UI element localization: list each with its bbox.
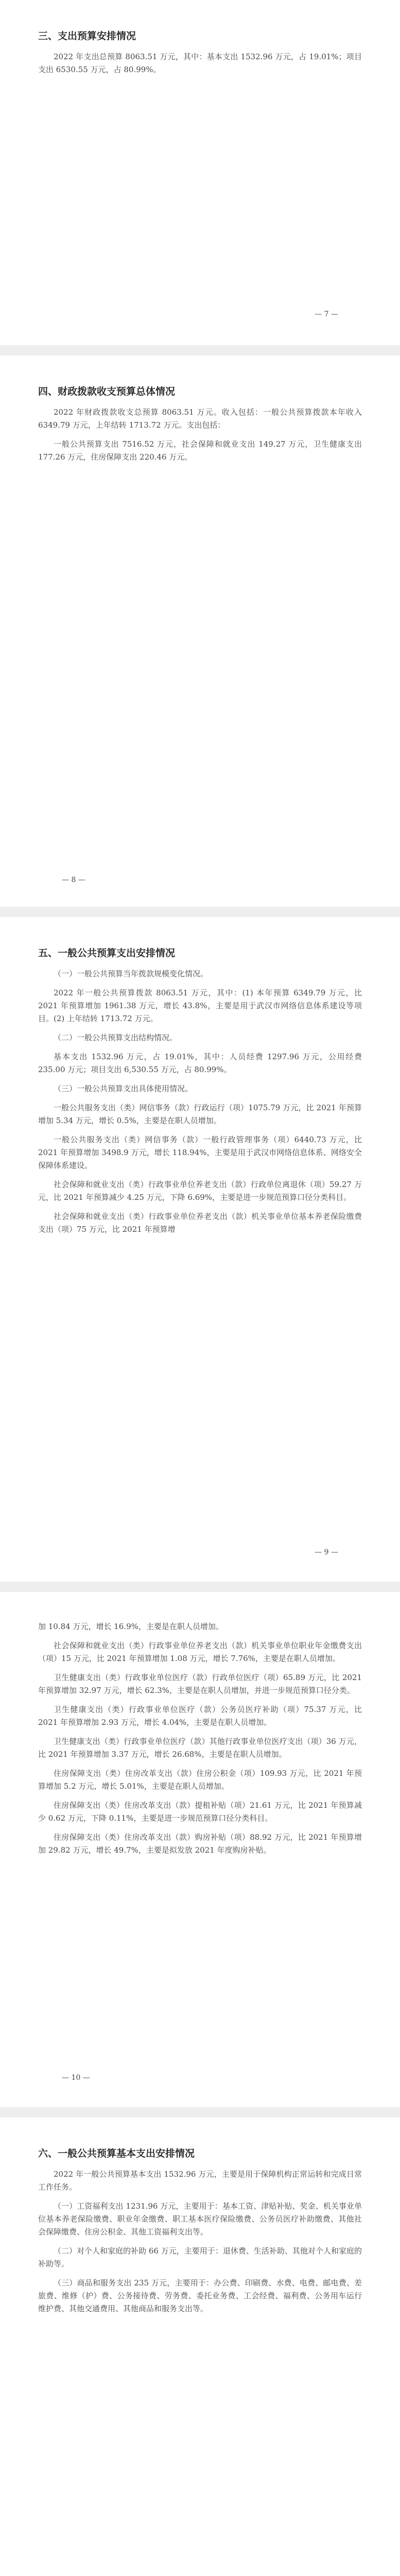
page-number: — 9 — bbox=[315, 1548, 338, 1556]
paragraph: 卫生健康支出（类）行政事业单位医疗（款）公务员医疗补助（项）75.37 万元，比 2021 年预算增加 2.93 万元，增长 4.04%，主要是在职人员增加。 bbox=[38, 1705, 362, 1727]
section-heading: 五、一般公共预算支出安排情况 bbox=[38, 947, 176, 959]
paragraph: 一般公共预算支出 7516.52 万元，社会保障和就业支出 149.27 万元，卫生健康支出 177.26 万元，住房保障支出 220.46 万元。 bbox=[38, 439, 362, 462]
section-heading: 四、财政拨款收支预算总体情况 bbox=[38, 386, 176, 397]
paragraph: （二）对个人和家庭的补助 66 万元，主要用于：退休费、生活补助、其他对个人和家庭的补助等。 bbox=[38, 2246, 362, 2268]
paragraph: 社会保障和就业支出（类）行政事业单位养老支出（款）机关事业单位职业年金缴费支出（项）15 万元，比 2021 年预算增加 1.08 万元，增长 7.76%，主要是在职人员增加。 bbox=[38, 1641, 362, 1663]
paragraph: 卫生健康支出（类）行政事业单位医疗（款）行政单位医疗（项）65.89 万元，比 2021 年预算增加 32.97 万元，增长 62.3%，主要是在职人员增加，并进一步规范预算口径分类。 bbox=[38, 1673, 362, 1695]
document-page-11 bbox=[0, 2117, 400, 2576]
paragraph: 基本支出 1532.96 万元，占 19.01%，其中：人员经费 1297.96 万元，公用经费 235.00 万元；项目支出 6,530.55 万元，占 80.99%。 bbox=[38, 1052, 362, 1074]
paragraph: （三）商品和服务支出 235 万元，主要用于：办公费、印刷费、水费、电费、邮电费、差旅费、维修（护）费、公务接待费、劳务费、委托业务费、工会经费、福利费、公务用车运行维护费、其他交通费用、其他商品和服务支出等。 bbox=[38, 2278, 362, 2313]
page-number: — 8 — bbox=[62, 876, 85, 884]
paragraph: （三）一般公共预算支出具体使用情况。 bbox=[54, 1084, 193, 1093]
document-page-9 bbox=[0, 917, 400, 1582]
paragraph: 2022 年财政拨款收支总预算 8063.51 万元。收入包括：一般公共预算拨款本年收入 6349.79 万元，上年结转 1713.72 万元。支出包括： bbox=[38, 408, 362, 430]
paragraph: 社会保障和就业支出（类）行政事业单位养老支出（款）机关事业单位基本养老保险缴费支出（项）75 万元，比 2021 年预算增 bbox=[38, 1212, 362, 1234]
paragraph: 住房保障支出（类）住房改革支出（款）提租补贴（项）21.61 万元，比 2021 年预算减少 0.62 万元，下降 0.11%，主要是进一步规范预算口径分类科目。 bbox=[38, 1801, 362, 1823]
section-heading: 三、支出预算安排情况 bbox=[38, 30, 136, 42]
section-heading: 六、一般公共预算基本支出安排情况 bbox=[38, 2148, 195, 2159]
page-number: — 7 — bbox=[315, 310, 338, 318]
paragraph: 社会保障和就业支出（类）行政事业单位养老支出（款）行政单位离退休（项）59.27 万元，比 2021 年预算减少 4.25 万元，下降 6.69%，主要是进一步规范预算口径分类科目。 bbox=[38, 1180, 362, 1202]
page-number: — 10 — bbox=[62, 2074, 90, 2082]
paragraph: 一般公共服务支出（类）网信事务（款）行政运行（项）1075.79 万元，比 2021 年预算增加 5.34 万元，增长 0.5%，主要是在职人员增加。 bbox=[38, 1103, 362, 1125]
document-page-10 bbox=[0, 1592, 400, 2107]
paragraph: 2022 年一般公共预算基本支出 1532.96 万元，主要是用于保障机构正常运转和完成日常工作任务。 bbox=[38, 2170, 362, 2192]
paragraph: 住房保障支出（类）住房改革支出（款）住房公积金（项）109.93 万元，比 2021 年预算增加 5.2 万元，增长 5.01%，主要是在职人员增加。 bbox=[38, 1769, 362, 1791]
paragraph: 卫生健康支出（类）行政事业单位医疗（款）其他行政事业单位医疗支出（项）36 万元，比 2021 年预算增加 3.37 万元，增长 26.68%，主要是在职人员增加。 bbox=[38, 1737, 362, 1759]
paragraph: 一般公共服务支出（类）网信事务（款）一般行政管理事务（项）6440.73 万元，比 2021 年预算增加 3498.9 万元，增长 118.94%，主要是用于武汉市网络信息体系、网络安全保障体系建设。 bbox=[38, 1135, 362, 1170]
document-page-8 bbox=[0, 355, 400, 907]
paragraph: 住房保障支出（类）住房改革支出（款）购房补贴（项）88.92 万元，比 2021 年预算增加 29.82 万元，增长 49.7%，主要是拟发放 2021 年度购房补贴。 bbox=[38, 1833, 362, 1855]
paragraph: 加 10.84 万元，增长 16.9%，主要是在职人员增加。 bbox=[38, 1622, 223, 1631]
paragraph: （一）工资福利支出 1231.96 万元，主要用于：基本工资、津贴补贴、奖金、机关事业单位基本养老保险缴费、职业年金缴费、职工基本医疗保险缴费、公务员医疗补助缴费、其他社会保障缴费、住房公积金、其他工资福利支出等。 bbox=[38, 2201, 362, 2236]
paragraph: 2022 年一般公共预算拨款 8063.51 万元，其中：(1) 本年预算 6349.79 万元，比 2021 年预算增加 1961.38 万元，增长 43.8%，主要是用于武汉市网络信息体系建设等项目。(2) 上年结转 1713.72 万元。 bbox=[38, 988, 362, 1023]
paragraph: 2022 年支出总预算 8063.51 万元，其中：基本支出 1532.96 万元，占 19.01%；项目支出 6530.55 万元，占 80.99%。 bbox=[38, 52, 362, 74]
paragraph: （二）一般公共预算支出结构情况。 bbox=[54, 1033, 178, 1042]
paragraph: （一）一般公共预算当年拨款规模变化情况。 bbox=[54, 969, 208, 978]
document-page-7 bbox=[0, 0, 400, 345]
